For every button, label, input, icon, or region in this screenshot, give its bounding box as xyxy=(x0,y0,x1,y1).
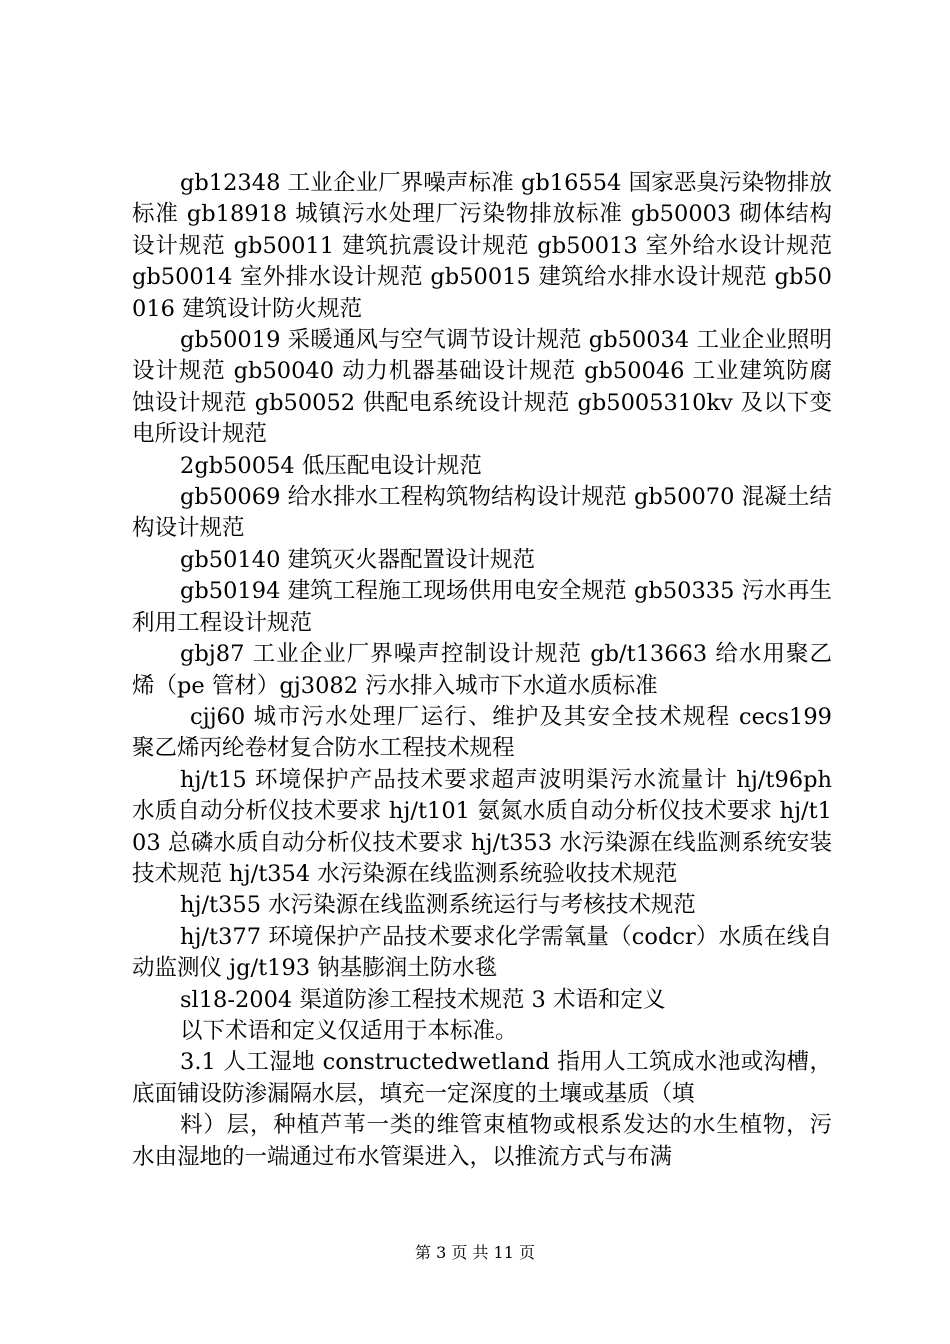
document-body xyxy=(132,168,832,1173)
paragraph-standards-hjt15: hj/t15 环境保护产品技术要求超声波明渠污水流量计 hj/t96ph 水质自动分析仪技术要求 hj/t101 氨氮水质自动分析仪技术要求 hj/t103 总磷水质自动分析仪技术要求 hj/t353 水污染源在线监测系统安装技术规范 hj/t354 水污染源在线监测系统验收技术规范 xyxy=(132,766,832,887)
paragraph-standards-gb50054: 2gb50054 低压配电设计规范 xyxy=(180,452,482,479)
paragraph-definition-3-1: 3.1 人工湿地 constructedwetland 指用人工筑成水池或沟槽，底面铺设防渗漏隔水层，填充一定深度的土壤或基质（填 xyxy=(132,1049,832,1107)
paragraph-standards-gb50069: gb50069 给水排水工程构筑物结构设计规范 gb50070 混凝土结构设计规范 xyxy=(132,484,832,542)
paragraph-standards-cjj60: cjj60 城市污水处理厂运行、维护及其安全技术规程 cecs199 聚乙烯丙纶卷材复合防水工程技术规程 xyxy=(132,703,832,762)
paragraph-standards-hjt377: hj/t377 环境保护产品技术要求化学需氧量（codcr）水质在线自动监测仪 jg/t193 钠基膨润土防水毯 xyxy=(132,923,832,982)
paragraph-definition-continued: 料）层，种植芦苇一类的维管束植物或根系发达的水生植物，污水由湿地的一端通过布水管渠进入，以推流方式与布满 xyxy=(132,1112,832,1170)
paragraph-standards-gb50019: gb50019 采暖通风与空气调节设计规范 gb50034 工业企业照明设计规范 gb50040 动力机器基础设计规范 gb50046 工业建筑防腐蚀设计规范 gb50052 供配电系统设计规范 gb5005310kv 及以下变电所设计规范 xyxy=(132,327,832,448)
paragraph-standards-gb50194: gb50194 建筑工程施工现场供用电安全规范 gb50335 污水再生利用工程设计规范 xyxy=(132,578,832,636)
paragraph-standards-hjt355: hj/t355 水污染源在线监测系统运行与考核技术规范 xyxy=(180,892,696,919)
paragraph-standards-gbj87: gbj87 工业企业厂界噪声控制设计规范 gb/t13663 给水用聚乙烯（pe 管材）gj3082 污水排入城市下水道水质标准 xyxy=(132,641,832,699)
page-footer: 第 3 页 共 11 页 xyxy=(415,1243,535,1262)
paragraph-terms-intro: 以下术语和定义仅适用于本标准。 xyxy=(180,1017,518,1044)
paragraph-standards-gb12348: gb12348 工业企业厂界噪声标准 gb16554 国家恶臭污染物排放标准 gb18918 城镇污水处理厂污染物排放标准 gb50003 砌体结构设计规范 gb50011 建筑抗震设计规范 gb50013 室外给水设计规范 gb50014 室外排水设计规范 gb50015 建筑给水排水设计规范 gb50016 建筑设计防火规范 xyxy=(132,170,832,322)
paragraph-standards-gb50140: gb50140 建筑灭火器配置设计规范 xyxy=(180,546,536,573)
paragraph-standards-sl18: sl18-2004 渠道防渗工程技术规范 3 术语和定义 xyxy=(180,986,666,1013)
